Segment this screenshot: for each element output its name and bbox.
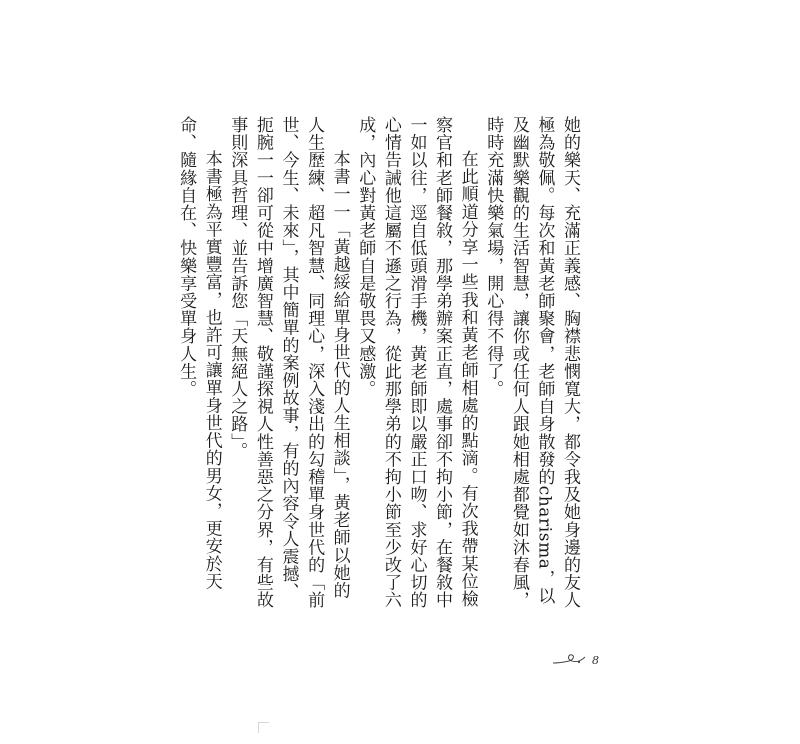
page-footer — [552, 651, 599, 669]
paragraph-4: 本書極為平實豐富，也許可讓單身世代的男女，更安於天命、隨緣自在、快樂享受單身人生。 — [176, 116, 222, 590]
crop-mark — [258, 722, 269, 733]
page-number: 8 — [592, 653, 599, 667]
paragraph-3: 本書一一「黃越綏給單身世代的人生相談」，黃老師以她的人生歷練、超凡智慧、同理心，深入淺出的勾稽單身世代的「前世、今生、未來」，其中簡單的案例故事，有的內容令人震撼、扼腕一一卻可從中增廣智慧、敬謹探視人性善惡之分界，有些故事則深具哲理、並告訴您「天無絕人之路」。 — [227, 116, 350, 609]
paragraph-2: 在此順道分享一些我和黃老師相處的點滴。有次我帶某位檢察官和老師餐敘，那學弟辦案正直，處事卻不拘小節，在餐敘中一如以往，逕自低頭滑手機，黃老師即以嚴正口吻、求好心切的心情告誡他這屬不遜之行為，從此那學弟的不拘小節至少改了六成，內心對黃老師自是敬畏又感激。 — [355, 116, 478, 609]
body-text — [173, 116, 583, 611]
paragraph-1: 她的樂天、充滿正義感、胸襟悲憫寬大，都令我及她身邊的友人極為敬佩。每次和黃老師聚會，老師自身散發的charisma，以及幽默樂觀的生活智慧，讓你或任何人跟她相處都覺如沐春風，時時充滿快樂氣場，開心得不得了。 — [483, 116, 580, 609]
swirl-ornament-icon — [552, 653, 586, 667]
